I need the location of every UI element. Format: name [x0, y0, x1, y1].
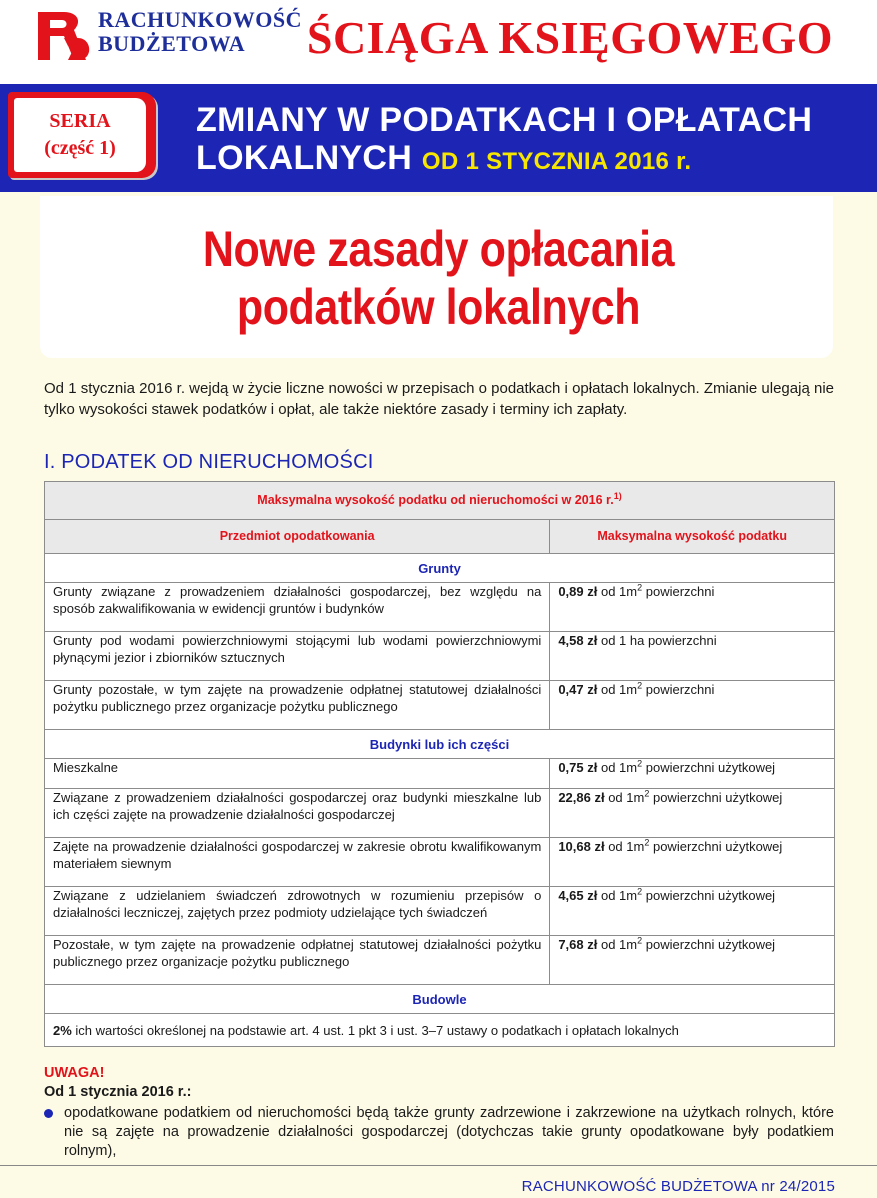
seria-label: SERIA — [49, 110, 111, 132]
row-unit-tail: powierzchni użytkowej — [642, 937, 776, 952]
row-amount: 22,86 zł — [558, 790, 605, 805]
row-unit-tail: powierzchni — [642, 682, 715, 697]
row-rate — [550, 632, 835, 681]
row-subject: Grunty pozostałe, w tym zajęte na prowadzenie odpłatnej statutowej działalności pożytku publicznego przez organizacje pożytku publicznego — [45, 681, 550, 730]
table-caption-text: Maksymalna wysokość podatku od nieruchomości w 2016 r. — [257, 493, 614, 507]
row-unit-tail: powierzchni użytkowej — [642, 888, 776, 903]
property-tax-table — [44, 481, 835, 1047]
row-rate — [550, 936, 835, 985]
footer-divider — [0, 1165, 877, 1166]
row-subject: Pozostałe, w tym zajęte na prowadzenie odpłatnej statutowej działalności pożytku publicznego przez organizacje pożytku publicznego — [45, 936, 550, 985]
row-unit-tail: powierzchni — [642, 584, 715, 599]
list-item — [44, 1104, 834, 1161]
row-amount: 0,47 zł — [558, 682, 598, 697]
row-rate — [550, 789, 835, 838]
row-rate — [550, 759, 835, 789]
seria-badge-inner — [14, 98, 146, 172]
row-unit-tail: powierzchni użytkowej — [649, 839, 783, 854]
note-list — [44, 1104, 834, 1161]
row-unit: od 1m — [597, 760, 638, 775]
row-unit: od 1m — [597, 584, 638, 599]
row-unit-sup: 2 — [644, 837, 650, 848]
row-unit-sup: 2 — [637, 680, 643, 691]
row-unit-tail: powierzchni użytkowej — [642, 760, 776, 775]
row-subject: Związane z udzielaniem świadczeń zdrowotnych w rozumieniu przepisów o działalności leczniczej, zajętych przez podmioty udzielające tych świadczeń — [45, 887, 550, 936]
group-label-budynki: Budynki lub ich części — [45, 730, 835, 759]
publisher-logo[interactable] — [34, 6, 303, 66]
table-row — [45, 789, 835, 838]
bullet-icon — [44, 1109, 53, 1118]
group-label-grunty: Grunty — [45, 554, 835, 583]
logo-line-2: BUDŻETOWA — [98, 31, 246, 56]
row-unit: od 1 ha powierzchni — [597, 633, 717, 648]
row-amount: 0,75 zł — [558, 760, 598, 775]
table-group-row — [45, 985, 835, 1014]
banner-title-word: LOKALNYCH — [196, 139, 413, 177]
table-caption-row — [45, 482, 835, 520]
row-amount: 7,68 zł — [558, 937, 598, 952]
row-unit: od 1m — [597, 888, 638, 903]
row-unit-sup: 2 — [637, 582, 643, 593]
row-rate — [550, 681, 835, 730]
table-row — [45, 759, 835, 789]
column-header-subject: Przedmiot opodatkowania — [45, 520, 550, 554]
table-caption-footnote: 1) — [613, 490, 622, 501]
row-subject: Zajęte na prowadzenie działalności gospodarczej w zakresie obrotu kwalifikowanym materiałem siewnym — [45, 838, 550, 887]
seria-badge — [8, 92, 156, 178]
table-header-row — [45, 520, 835, 554]
row-amount: 10,68 zł — [558, 839, 605, 854]
table-row — [45, 936, 835, 985]
note-subtitle: Od 1 stycznia 2016 r.: — [44, 1084, 192, 1100]
headline-line-2: podatków lokalnych — [236, 279, 641, 335]
section-heading: I. PODATEK OD NIERUCHOMOŚCI — [44, 451, 374, 473]
series-title: ŚCIĄGA KSIĘGOWEGO — [306, 12, 833, 63]
row-rate — [550, 887, 835, 936]
row-subject: Związane z prowadzeniem działalności gospodarczej oraz budynki mieszkalne lub ich części zajęte na prowadzenie działalności gospodarczej — [45, 789, 550, 838]
budowle-rate — [45, 1014, 835, 1047]
row-subject: Grunty pod wodami powierzchniowymi stojącymi lub wodami powierzchniowymi płynącymi jezior i zbiorników sztucznych — [45, 632, 550, 681]
row-subject: Mieszkalne — [45, 759, 550, 789]
row-unit: od 1m — [597, 682, 638, 697]
table-row — [45, 887, 835, 936]
rb-logo-icon — [34, 8, 96, 64]
table-row — [45, 681, 835, 730]
table-group-row — [45, 730, 835, 759]
table-row — [45, 583, 835, 632]
table-caption — [45, 482, 835, 520]
banner-date: OD 1 STYCZNIA 2016 r. — [421, 148, 692, 175]
row-unit: od 1m — [604, 790, 645, 805]
table-row — [45, 1014, 835, 1047]
seria-part: (część 1) — [44, 137, 116, 159]
row-unit-sup: 2 — [637, 886, 643, 897]
row-amount: 4,58 zł — [558, 633, 598, 648]
row-rate — [550, 838, 835, 887]
row-unit-tail: powierzchni użytkowej — [649, 790, 783, 805]
intro-paragraph: Od 1 stycznia 2016 r. wejdą w życie liczne nowości w przepisach o podatkach i opłatach lokalnych. Zmianie ulegają nie tylko wysokości stawek podatków i opłat, ale także niektóre zasady i terminy ich zapłaty. — [44, 380, 834, 418]
headline-line-1: Nowe zasady opłacania — [202, 221, 675, 277]
table-row — [45, 838, 835, 887]
logo-line-1: RACHUNKOWOŚĆ — [98, 7, 303, 32]
row-amount: 4,65 zł — [558, 888, 598, 903]
banner-title-line-2 — [196, 138, 691, 182]
row-unit: od 1m — [604, 839, 645, 854]
logo-wordmark — [98, 8, 302, 56]
note-title: UWAGA! — [44, 1065, 105, 1081]
row-amount: 0,89 zł — [558, 584, 598, 599]
row-amount: 2% — [53, 1022, 72, 1038]
masthead — [0, 0, 877, 84]
article-headline — [61, 220, 815, 336]
banner-title-line-1: ZMIANY W PODATKACH I OPŁATACH — [196, 101, 813, 139]
row-rate-text: ich wartości określonej na podstawie art. 4 ust. 1 pkt 3 i ust. 3–7 ustawy o podatkach i opłatach lokalnych — [71, 1022, 679, 1038]
page-footer: RACHUNKOWOŚĆ BUDŻETOWA nr 24/2015 — [521, 1178, 835, 1195]
table-group-row — [45, 554, 835, 583]
list-item-text: opodatkowane podatkiem od nieruchomości będą także grunty zadrzewione i zakrzewione na użytkach rolnych, które nie są zajęte na prowadzenie działalności gospodarczej (dotychczas takie grunty opodatkowane były podatkiem rolnym), — [64, 1105, 834, 1159]
row-unit-sup: 2 — [644, 788, 650, 799]
table-row — [45, 632, 835, 681]
column-header-max-tax: Maksymalna wysokość podatku — [550, 520, 835, 554]
row-subject: Grunty związane z prowadzeniem działalności gospodarczej, bez względu na sposób zakwalifikowania w ewidencji gruntów i budynków — [45, 583, 550, 632]
row-unit-sup: 2 — [637, 935, 643, 946]
group-label-budowle: Budowle — [45, 985, 835, 1014]
row-rate — [550, 583, 835, 632]
row-unit-sup: 2 — [637, 758, 643, 769]
row-unit: od 1m — [597, 937, 638, 952]
